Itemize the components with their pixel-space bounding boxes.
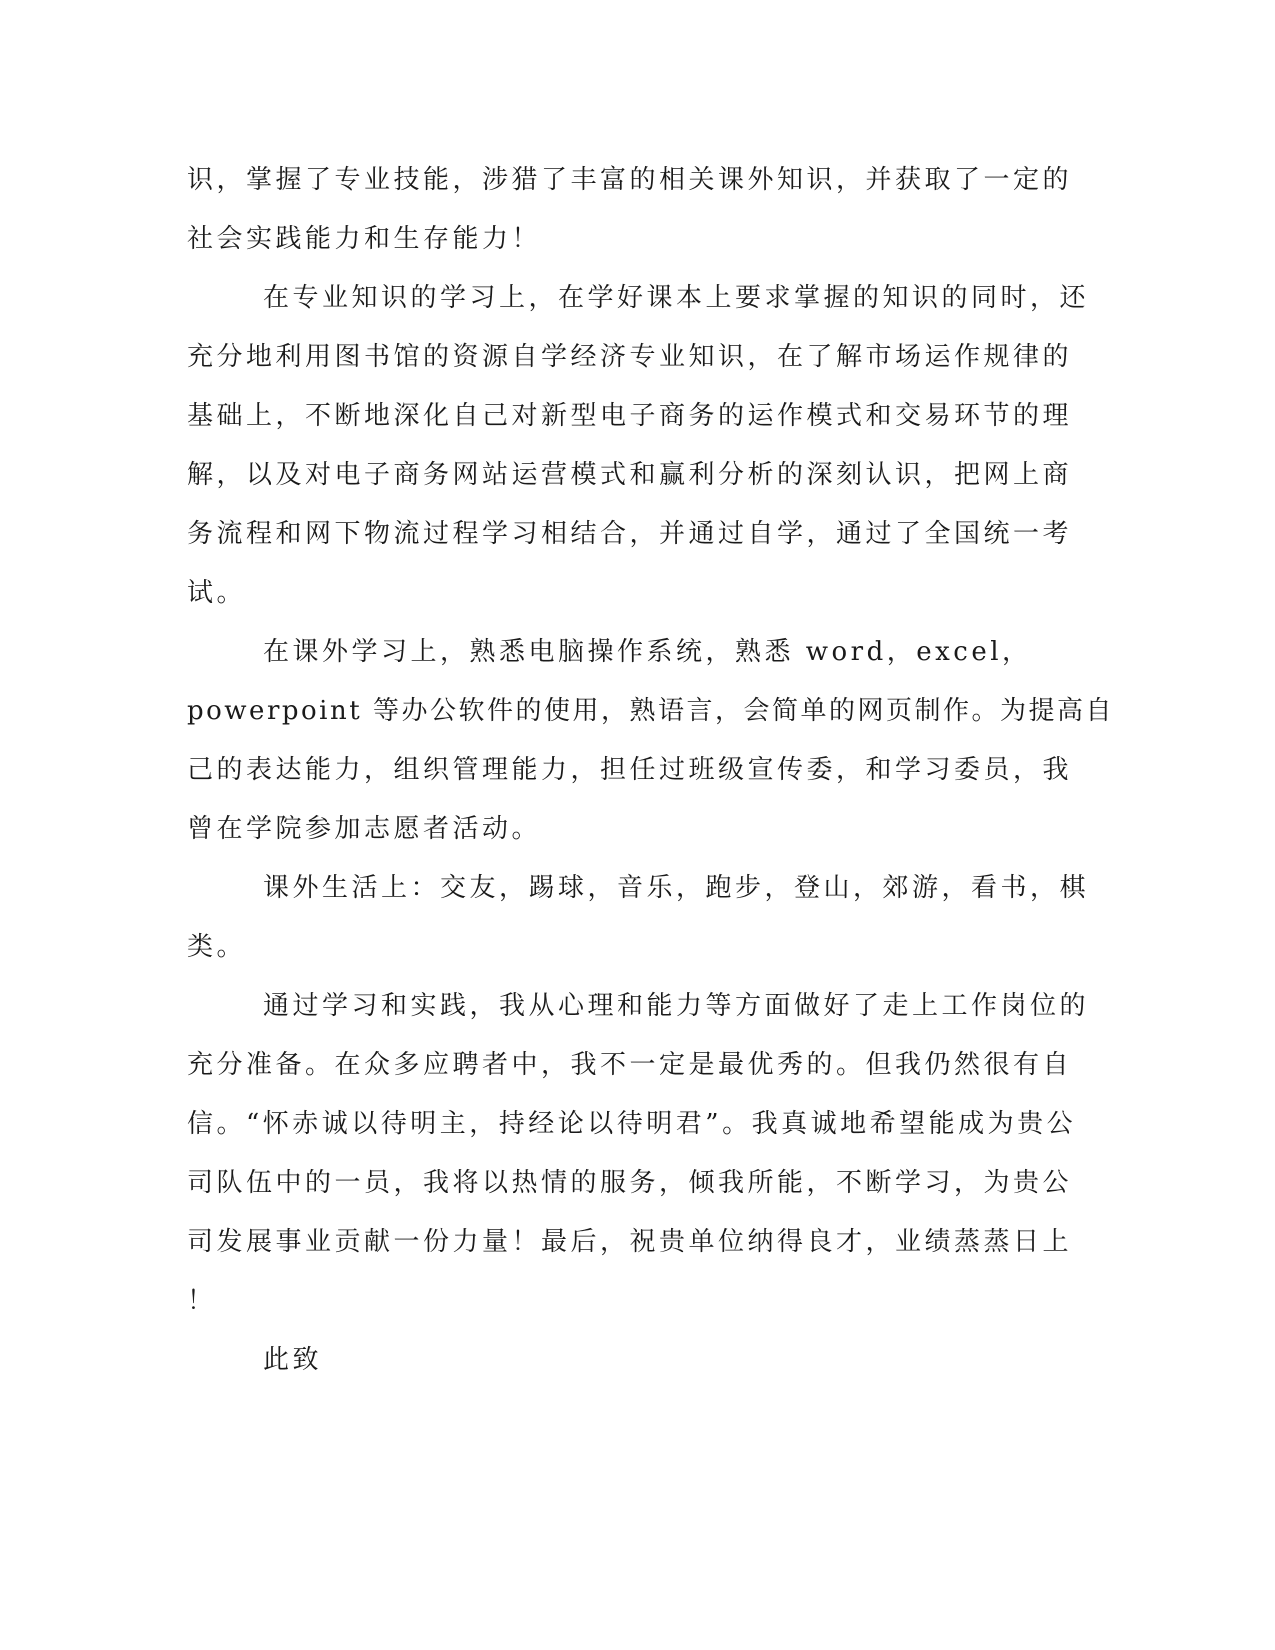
paragraph-line: 信。“怀赤诚以待明主，持经论以待明君”。我真诚地希望能成为贵公 — [187, 1109, 1077, 1139]
paragraph-line: 司队伍中的一员，我将以热情的服务，倾我所能，不断学习，为贵公 — [187, 1168, 1073, 1198]
paragraph-line: 己的表达能力，组织管理能力，担任过班级宣传委，和学习委员，我 — [187, 755, 1073, 785]
paragraph-line: 基础上，不断地深化自己对新型电子商务的运作模式和交易环节的理 — [187, 401, 1073, 431]
paragraph-line: 在专业知识的学习上，在学好课本上要求掌握的知识的同时，还 — [263, 283, 1090, 313]
paragraph-line: 试。 — [187, 578, 247, 608]
paragraph-line: 解，以及对电子商务网站运营模式和赢利分析的深刻认识，把网上商 — [187, 460, 1073, 490]
paragraph-line: 充分准备。在众多应聘者中，我不一定是最优秀的。但我仍然很有自 — [187, 1050, 1073, 1080]
paragraph-line: 课外生活上：交友，踢球，音乐，跑步，登山，郊游，看书，棋 — [263, 873, 1090, 903]
paragraph-line: 在课外学习上，熟悉电脑操作系统，熟悉 word，excel， — [263, 637, 1032, 667]
paragraph-line: 社会实践能力和生存能力！ — [187, 224, 542, 254]
paragraph-line: 务流程和网下物流过程学习相结合，并通过自学，通过了全国统一考 — [187, 519, 1073, 549]
paragraph-line: powerpoint 等办公软件的使用，熟语言，会简单的网页制作。为提高自 — [187, 696, 1114, 726]
paragraph-line: 充分地利用图书馆的资源自学经济专业知识，在了解市场运作规律的 — [187, 342, 1073, 372]
paragraph-line: 类。 — [187, 932, 247, 962]
closing-salutation: 此致 — [263, 1345, 323, 1375]
paragraph-line: ！ — [187, 1286, 217, 1316]
paragraph-line: 司发展事业贡献一份力量！最后，祝贵单位纳得良才，业绩蒸蒸日上 — [187, 1227, 1073, 1257]
paragraph-line: 曾在学院参加志愿者活动。 — [187, 814, 542, 844]
paragraph-line: 通过学习和实践，我从心理和能力等方面做好了走上工作岗位的 — [263, 991, 1090, 1021]
paragraph-line: 识，掌握了专业技能，涉猎了丰富的相关课外知识，并获取了一定的 — [187, 165, 1073, 195]
